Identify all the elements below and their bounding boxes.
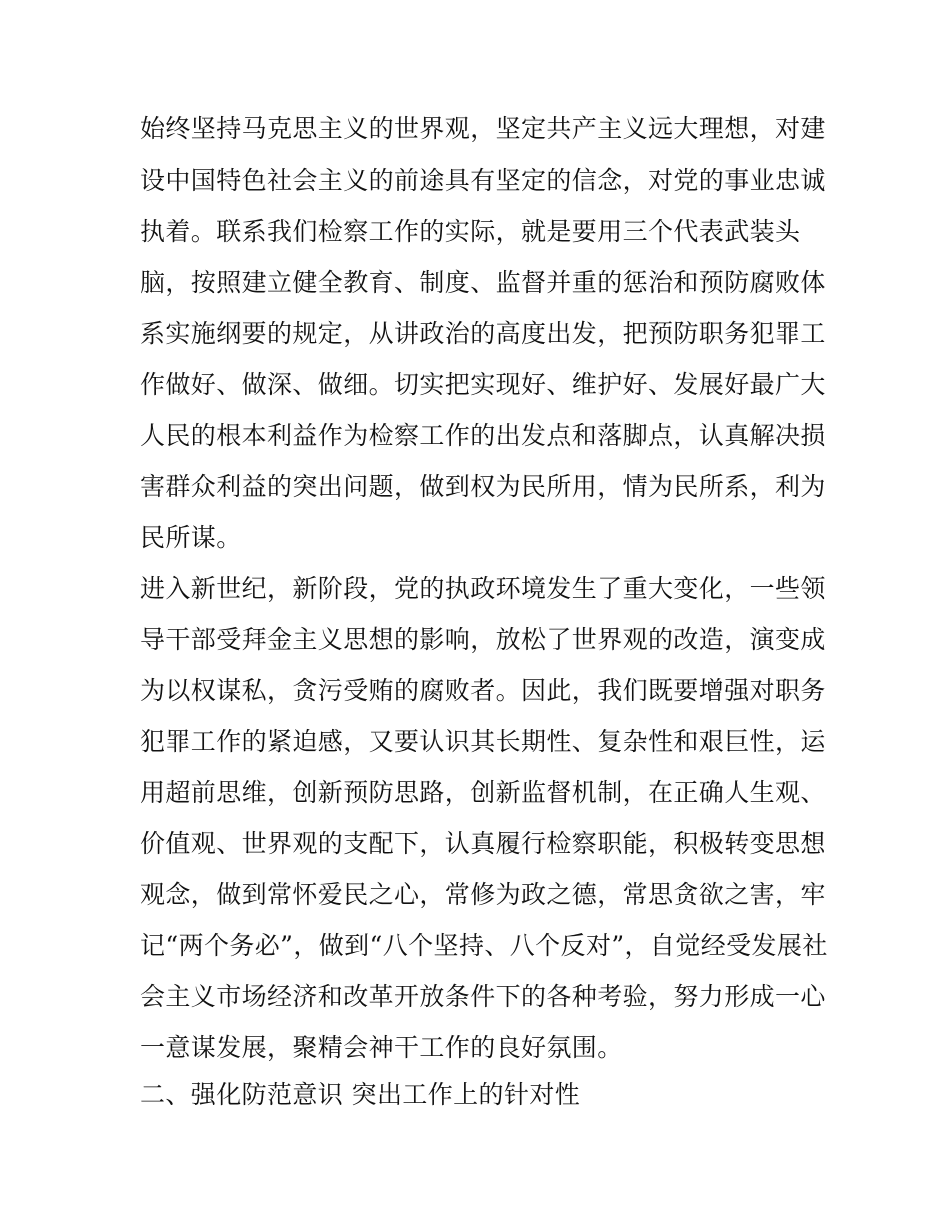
text-line: 记“两个务必”，做到“八个坚持、八个反对”，自觉经受发展社 xyxy=(140,931,828,960)
text-line: 作做好、做深、做细。切实把实现好、维护好、发展好最广大 xyxy=(140,370,826,399)
text-line: 一意谋发展，聚精会神干工作的良好氛围。 xyxy=(140,1033,623,1062)
text-line: 进入新世纪，新阶段，党的执政环境发生了重大变化，一些领 xyxy=(140,574,826,603)
text-line: 会主义市场经济和改革开放条件下的各种考验，努力形成一心 xyxy=(140,982,826,1011)
text-line: 系实施纲要的规定，从讲政治的高度出发，把预防职务犯罪工 xyxy=(140,319,826,348)
text-line: 脑，按照建立健全教育、制度、监督并重的惩治和预防腐败体 xyxy=(140,268,826,297)
text-line: 始终坚持马克思主义的世界观，坚定共产主义远大理想，对建 xyxy=(140,114,826,143)
text-line: 导干部受拜金主义思想的影响，放松了世界观的改造，演变成 xyxy=(140,625,826,654)
text-line: 用超前思维，创新预防思路，创新监督机制，在正确人生观、 xyxy=(140,778,826,807)
text-line: 人民的根本利益作为检察工作的出发点和落脚点，认真解决损 xyxy=(140,421,826,450)
text-line: 为以权谋私，贪污受贿的腐败者。因此，我们既要增强对职务 xyxy=(140,676,826,705)
section-heading: 二、强化防范意识 突出工作上的针对性 xyxy=(140,1080,581,1109)
text-line: 害群众利益的突出问题，做到权为民所用，情为民所系，利为 xyxy=(140,472,826,501)
text-line: 观念，做到常怀爱民之心，常修为政之德，常思贪欲之害，牢 xyxy=(140,880,826,909)
text-line: 价值观、世界观的支配下，认真履行检察职能，积极转变思想 xyxy=(140,829,826,858)
text-line: 设中国特色社会主义的前途具有坚定的信念，对党的事业忠诚 xyxy=(140,166,826,195)
text-line: 执着。联系我们检察工作的实际，就是要用三个代表武装头 xyxy=(140,217,801,246)
text-line: 民所谋。 xyxy=(140,523,242,552)
text-line: 犯罪工作的紧迫感，又要认识其长期性、复杂性和艰巨性，运 xyxy=(140,727,826,756)
